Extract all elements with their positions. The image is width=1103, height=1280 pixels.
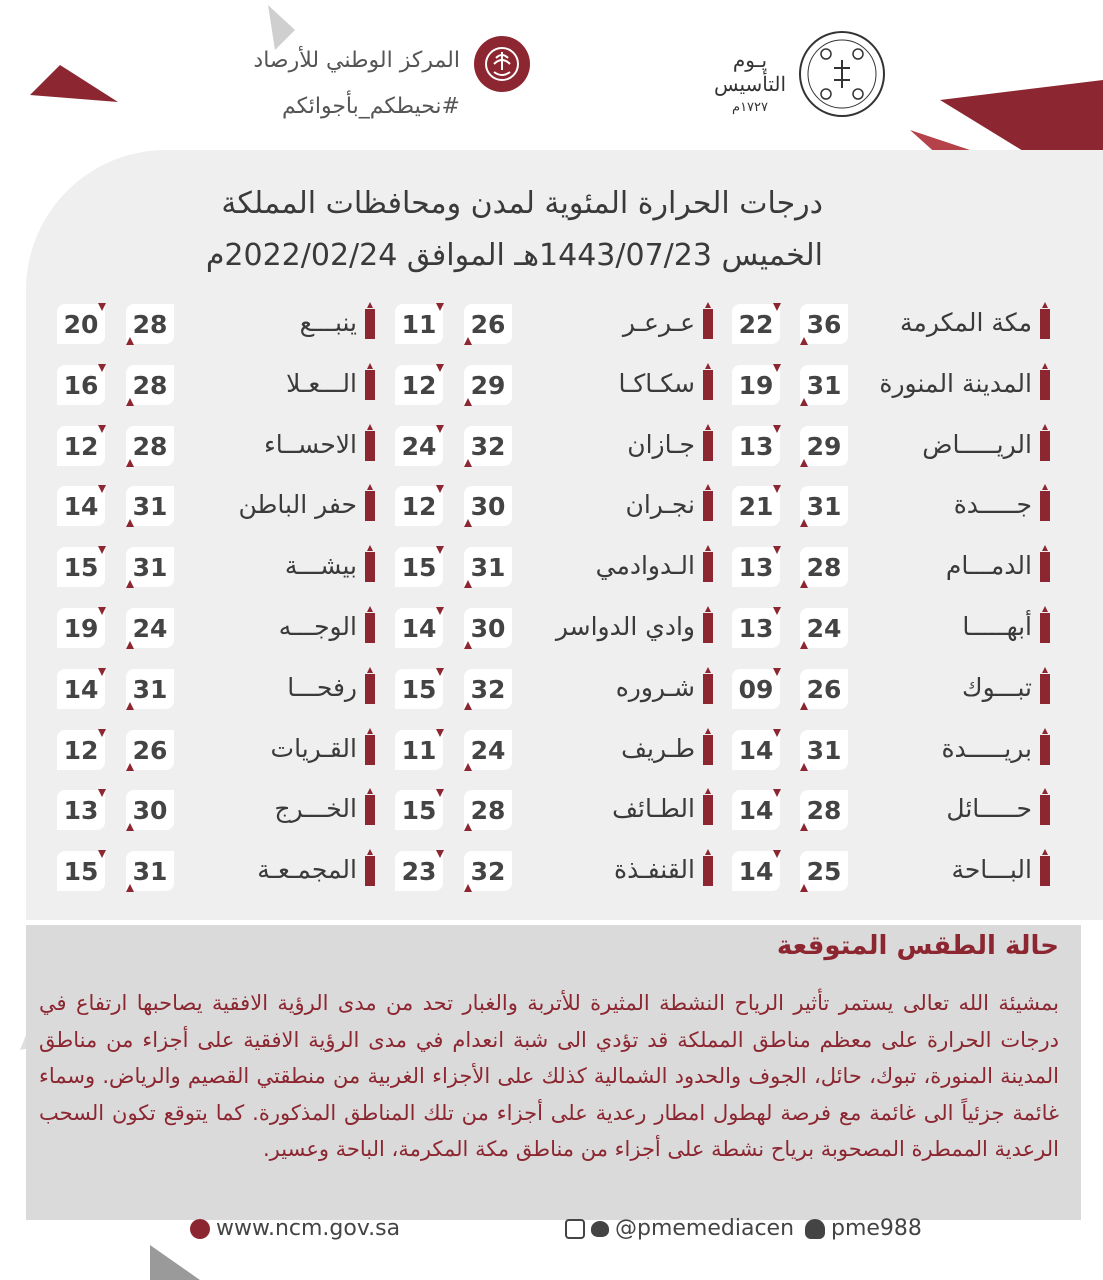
up-arrow-icon xyxy=(126,519,134,527)
up-arrow-icon xyxy=(126,763,134,771)
max-temp xyxy=(126,790,174,830)
down-arrow-icon xyxy=(98,485,106,493)
city-name: ينبـــع xyxy=(299,308,357,337)
footer-snapchat[interactable] xyxy=(805,1216,922,1241)
down-arrow-icon xyxy=(98,850,106,858)
min-temp-value: 14 xyxy=(63,491,99,521)
max-temp-value: 36 xyxy=(806,309,842,339)
max-temp-value: 32 xyxy=(470,856,506,886)
city-name: طـريف xyxy=(621,734,695,763)
min-temp-value: 15 xyxy=(63,856,99,886)
city-name: الـدوادمي xyxy=(595,551,695,580)
max-temp-value: 28 xyxy=(470,795,506,825)
city-name: الطـائف xyxy=(612,794,695,823)
min-temp xyxy=(57,790,105,830)
city-marker-icon xyxy=(365,795,375,825)
max-temp-value: 31 xyxy=(806,491,842,521)
min-temp-value: 12 xyxy=(401,491,437,521)
city-name: الدمـــام xyxy=(945,551,1032,580)
min-temp xyxy=(57,365,105,405)
city-name: الـــعـلا xyxy=(286,369,357,398)
city-marker-icon xyxy=(365,856,375,886)
up-arrow-icon xyxy=(126,580,134,588)
city-name: القـريات xyxy=(270,734,357,763)
instagram-icon xyxy=(565,1219,585,1239)
city-name: بيشـــة xyxy=(284,551,357,580)
city-name: البـــاحة xyxy=(951,855,1032,884)
min-temp xyxy=(57,426,105,466)
forecast-section xyxy=(26,925,1081,1220)
founding-day-text xyxy=(706,48,794,116)
min-temp-value: 14 xyxy=(401,613,437,643)
up-arrow-icon xyxy=(126,337,134,345)
min-temp-value: 15 xyxy=(401,552,437,582)
min-temp-value: 15 xyxy=(63,552,99,582)
city-name: المدينة المنورة xyxy=(879,369,1032,398)
city-name: تبـــوك xyxy=(962,673,1032,702)
min-temp xyxy=(57,608,105,648)
max-temp xyxy=(126,547,174,587)
max-temp-value: 32 xyxy=(470,431,506,461)
city-name: سكـاكـا xyxy=(618,369,695,398)
max-temp-value: 28 xyxy=(132,431,168,461)
min-temp-value: 09 xyxy=(738,674,774,704)
min-temp-value: 13 xyxy=(738,613,774,643)
max-temp-value: 32 xyxy=(470,674,506,704)
min-temp-value: 11 xyxy=(401,309,437,339)
max-temp-value: 28 xyxy=(806,552,842,582)
max-temp xyxy=(126,426,174,466)
city-name: حفر الباطن xyxy=(238,490,357,519)
min-temp-value: 13 xyxy=(63,795,99,825)
max-temp xyxy=(126,851,174,891)
min-temp xyxy=(57,730,105,770)
max-temp-value: 31 xyxy=(132,856,168,886)
snapchat-text: pme988 xyxy=(831,1216,922,1241)
min-temp-value: 21 xyxy=(738,491,774,521)
city-name: وادي الدواسر xyxy=(555,612,695,641)
up-arrow-icon xyxy=(126,702,134,710)
city-row xyxy=(0,665,1103,713)
city-marker-icon xyxy=(365,735,375,765)
city-name: عـرعـر xyxy=(622,308,695,337)
forecast-title: حالة الطقس المتوقعة xyxy=(776,931,1059,961)
ncm-header xyxy=(200,36,530,126)
max-temp xyxy=(126,365,174,405)
max-temp-value: 25 xyxy=(806,856,842,886)
city-row xyxy=(0,361,1103,409)
snapchat-icon xyxy=(805,1219,825,1239)
city-row xyxy=(0,482,1103,530)
city-name: الاحســاء xyxy=(264,430,357,459)
website-text: www.ncm.gov.sa xyxy=(216,1216,401,1241)
up-arrow-icon xyxy=(126,823,134,831)
min-temp-value: 19 xyxy=(63,613,99,643)
up-arrow-icon xyxy=(126,459,134,467)
min-temp-value: 14 xyxy=(738,795,774,825)
min-temp-value: 13 xyxy=(738,431,774,461)
city-name: المجمـعـة xyxy=(257,855,357,884)
max-temp-value: 31 xyxy=(132,491,168,521)
max-temp-value: 31 xyxy=(132,674,168,704)
max-temp-value: 31 xyxy=(132,552,168,582)
max-temp-value: 24 xyxy=(806,613,842,643)
hashtag: #نحيطكم_بأجوائكم xyxy=(281,94,460,119)
min-temp xyxy=(57,851,105,891)
max-temp-value: 31 xyxy=(470,552,506,582)
down-arrow-icon xyxy=(98,425,106,433)
min-temp-value: 24 xyxy=(401,431,437,461)
globe-icon xyxy=(190,1219,210,1239)
city-marker-icon xyxy=(365,309,375,339)
ncm-logo-icon xyxy=(474,36,530,92)
min-temp-value: 23 xyxy=(401,856,437,886)
city-row xyxy=(0,300,1103,348)
founding-day-year: ١٧٢٧م xyxy=(732,100,768,115)
max-temp xyxy=(126,304,174,344)
down-arrow-icon xyxy=(98,668,106,676)
min-temp xyxy=(57,669,105,709)
up-arrow-icon xyxy=(126,398,134,406)
city-row xyxy=(0,726,1103,774)
city-marker-icon xyxy=(365,491,375,521)
min-temp-value: 14 xyxy=(738,735,774,765)
min-temp-value: 15 xyxy=(401,674,437,704)
founding-day-line1: يـوم xyxy=(732,48,768,72)
city-row xyxy=(0,604,1103,652)
max-temp xyxy=(126,669,174,709)
max-temp xyxy=(126,486,174,526)
city-name: بريـــــدة xyxy=(941,734,1032,763)
forecast-text: بمشيئة الله تعالى يستمر تأثير الرياح النشطة المثيرة للأتربة والغبار تحد من مدى الرؤية الافقية يصاحبها ارتفاع في درجات الحرارة على معظم مناطق المملكة قد تؤدي الى شبة انعدام في مدى الرؤية الافقية على أجزاء من مناطق المدينة المنورة، تبوك، حائل، الجوف والحدود الشمالية كذلك على الأجزاء الغربية من منطقتي القصيم والرياض. وسماء غائمة جزئياً الى غائمة مع فرصة لهطول امطار رعدية على أجزاء من تلك المناطق المذكورة. كما يتوقع تكون السحب الرعدية الممطرة المصحوبة برياح نشطة على أجزاء من مناطق مكة المكرمة، الباحة وعسير. xyxy=(39,991,1059,1161)
city-name: القنفـذة xyxy=(614,855,695,884)
max-temp-value: 26 xyxy=(470,309,506,339)
max-temp-value: 28 xyxy=(132,309,168,339)
min-temp xyxy=(57,547,105,587)
footer-website[interactable] xyxy=(190,1216,400,1241)
max-temp-value: 31 xyxy=(806,370,842,400)
city-row xyxy=(0,786,1103,834)
down-arrow-icon xyxy=(98,607,106,615)
max-temp-value: 26 xyxy=(806,674,842,704)
city-name: الريـــــاض xyxy=(922,430,1032,459)
max-temp xyxy=(126,608,174,648)
min-temp-value: 19 xyxy=(738,370,774,400)
city-marker-icon xyxy=(365,613,375,643)
max-temp-value: 29 xyxy=(470,370,506,400)
max-temp xyxy=(126,730,174,770)
down-arrow-icon xyxy=(98,546,106,554)
max-temp-value: 29 xyxy=(806,431,842,461)
title-line1: درجات الحرارة المئوية لمدن ومحافظات المملكة xyxy=(221,186,823,221)
down-arrow-icon xyxy=(98,789,106,797)
max-temp-value: 28 xyxy=(132,370,168,400)
city-name: الوجـــه xyxy=(278,612,357,641)
title-line2: الخميس 1443/07/23هـ الموافق 2022/02/24م xyxy=(205,238,823,273)
max-temp-value: 30 xyxy=(470,491,506,521)
city-marker-icon xyxy=(365,552,375,582)
city-name: رفحـــا xyxy=(287,673,357,702)
min-temp-value: 11 xyxy=(401,735,437,765)
city-marker-icon xyxy=(365,370,375,400)
city-name: مكة المكرمة xyxy=(900,308,1032,337)
founding-day-line2: التأسيس xyxy=(713,72,787,96)
max-temp-value: 30 xyxy=(470,613,506,643)
city-name: أبهـــــا xyxy=(962,612,1032,641)
down-arrow-icon xyxy=(98,303,106,311)
city-marker-icon xyxy=(365,674,375,704)
city-name: جـــــدة xyxy=(953,490,1032,519)
min-temp-value: 13 xyxy=(738,552,774,582)
founding-day-logo xyxy=(700,20,890,130)
city-row xyxy=(0,847,1103,895)
city-row xyxy=(0,543,1103,591)
min-temp-value: 15 xyxy=(401,795,437,825)
up-arrow-icon xyxy=(126,641,134,649)
min-temp-value: 12 xyxy=(63,735,99,765)
footer-social[interactable] xyxy=(565,1216,794,1241)
min-temp-value: 16 xyxy=(63,370,99,400)
city-name: حـــــائل xyxy=(946,794,1032,823)
city-name: جـازان xyxy=(627,430,695,459)
city-row xyxy=(0,422,1103,470)
max-temp-value: 31 xyxy=(806,735,842,765)
max-temp-value: 24 xyxy=(470,735,506,765)
max-temp-value: 30 xyxy=(132,795,168,825)
down-arrow-icon xyxy=(98,364,106,372)
min-temp-value: 12 xyxy=(401,370,437,400)
min-temp-value: 12 xyxy=(63,431,99,461)
founding-emblem-icon xyxy=(796,24,888,124)
max-temp-value: 26 xyxy=(132,735,168,765)
min-temp-value: 14 xyxy=(738,856,774,886)
ncm-name: المركز الوطني للأرصاد xyxy=(253,48,460,73)
min-temp xyxy=(57,304,105,344)
min-temp xyxy=(57,486,105,526)
min-temp-value: 14 xyxy=(63,674,99,704)
city-marker-icon xyxy=(365,431,375,461)
up-arrow-icon xyxy=(126,884,134,892)
max-temp-value: 28 xyxy=(806,795,842,825)
down-arrow-icon xyxy=(98,729,106,737)
max-temp-value: 24 xyxy=(132,613,168,643)
min-temp-value: 20 xyxy=(63,309,99,339)
city-name: شـروره xyxy=(615,673,695,702)
twitter-icon xyxy=(591,1221,609,1237)
city-name: نجـران xyxy=(625,490,695,519)
social-text: @pmemediacen xyxy=(615,1216,795,1241)
city-name: الخـــرج xyxy=(274,794,357,823)
page-title xyxy=(206,178,823,282)
min-temp-value: 22 xyxy=(738,309,774,339)
